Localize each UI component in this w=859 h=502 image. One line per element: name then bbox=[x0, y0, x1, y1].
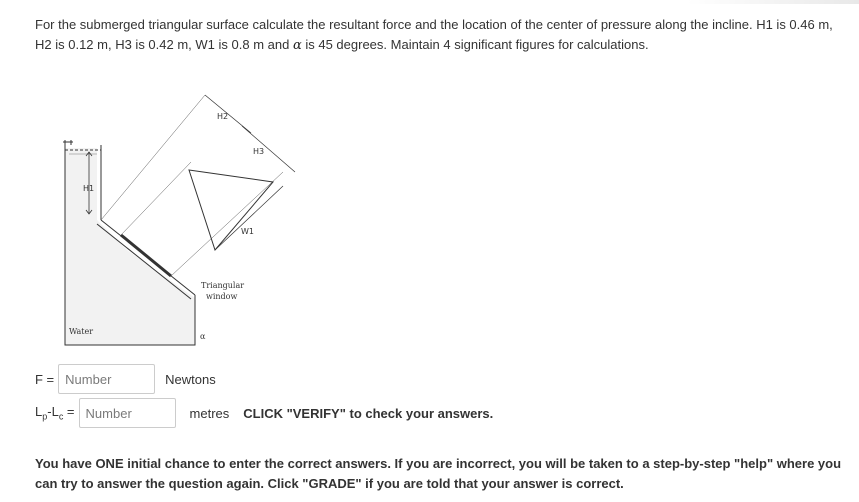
force-label: F = bbox=[35, 371, 55, 387]
label-window-line1: Triangular bbox=[201, 281, 245, 290]
label-alpha: α bbox=[200, 332, 206, 341]
center-label-l2: -L bbox=[47, 404, 59, 420]
label-w1: W1 bbox=[241, 227, 254, 236]
projection-line-2 bbox=[121, 162, 191, 235]
force-answer-row bbox=[35, 364, 216, 394]
center-label-sub-c: c bbox=[58, 411, 64, 422]
h3-dimension-line bbox=[242, 126, 295, 172]
label-window-line2: window bbox=[206, 292, 238, 301]
label-water: Water bbox=[69, 327, 94, 336]
question-text bbox=[35, 15, 850, 56]
center-unit: metres bbox=[189, 405, 230, 421]
tank-vent-icon bbox=[63, 140, 73, 145]
projection-line-1 bbox=[101, 95, 205, 220]
verify-hint: CLICK "VERIFY" to check your answers. bbox=[243, 405, 494, 421]
question-text-part2: is 45 degrees. Maintain 4 significant figures for calculations. bbox=[305, 37, 649, 52]
label-h2: H2 bbox=[217, 112, 229, 121]
instructions-footer: You have ONE initial chance to enter the correct answers. If you are incorrect, you will be taken to a step-by-step "help" where you can try to answer the question again. Click "GRADE" if you are told that your answer is correct. bbox=[35, 456, 842, 491]
force-input[interactable] bbox=[58, 364, 155, 394]
projection-line-3 bbox=[171, 172, 283, 276]
center-label bbox=[35, 404, 75, 422]
question-text-part1: For the submerged triangular surface calculate the resultant force and the location of the center of pressure along the incline. H1 is 0.46 m, H2 is 0.12 m, H3 is 0.42 m, W1 is 0.8 m and bbox=[35, 17, 833, 52]
force-unit: Newtons bbox=[165, 371, 216, 387]
alpha-symbol: α bbox=[292, 38, 302, 53]
top-rule bbox=[0, 0, 859, 4]
water-region bbox=[65, 148, 195, 345]
triangular-window-diagram bbox=[55, 90, 305, 355]
center-input[interactable] bbox=[79, 398, 176, 428]
center-label-eq: = bbox=[63, 404, 75, 420]
center-label-l1: L bbox=[35, 404, 43, 420]
triangular-window-shape bbox=[189, 170, 273, 250]
center-of-pressure-row bbox=[35, 398, 493, 428]
label-h3: H3 bbox=[253, 147, 265, 156]
center-label-sub-p: p bbox=[42, 411, 48, 422]
diagram-svg bbox=[55, 90, 305, 355]
label-h1: H1 bbox=[83, 184, 95, 193]
w1-dimension-line bbox=[215, 186, 283, 250]
